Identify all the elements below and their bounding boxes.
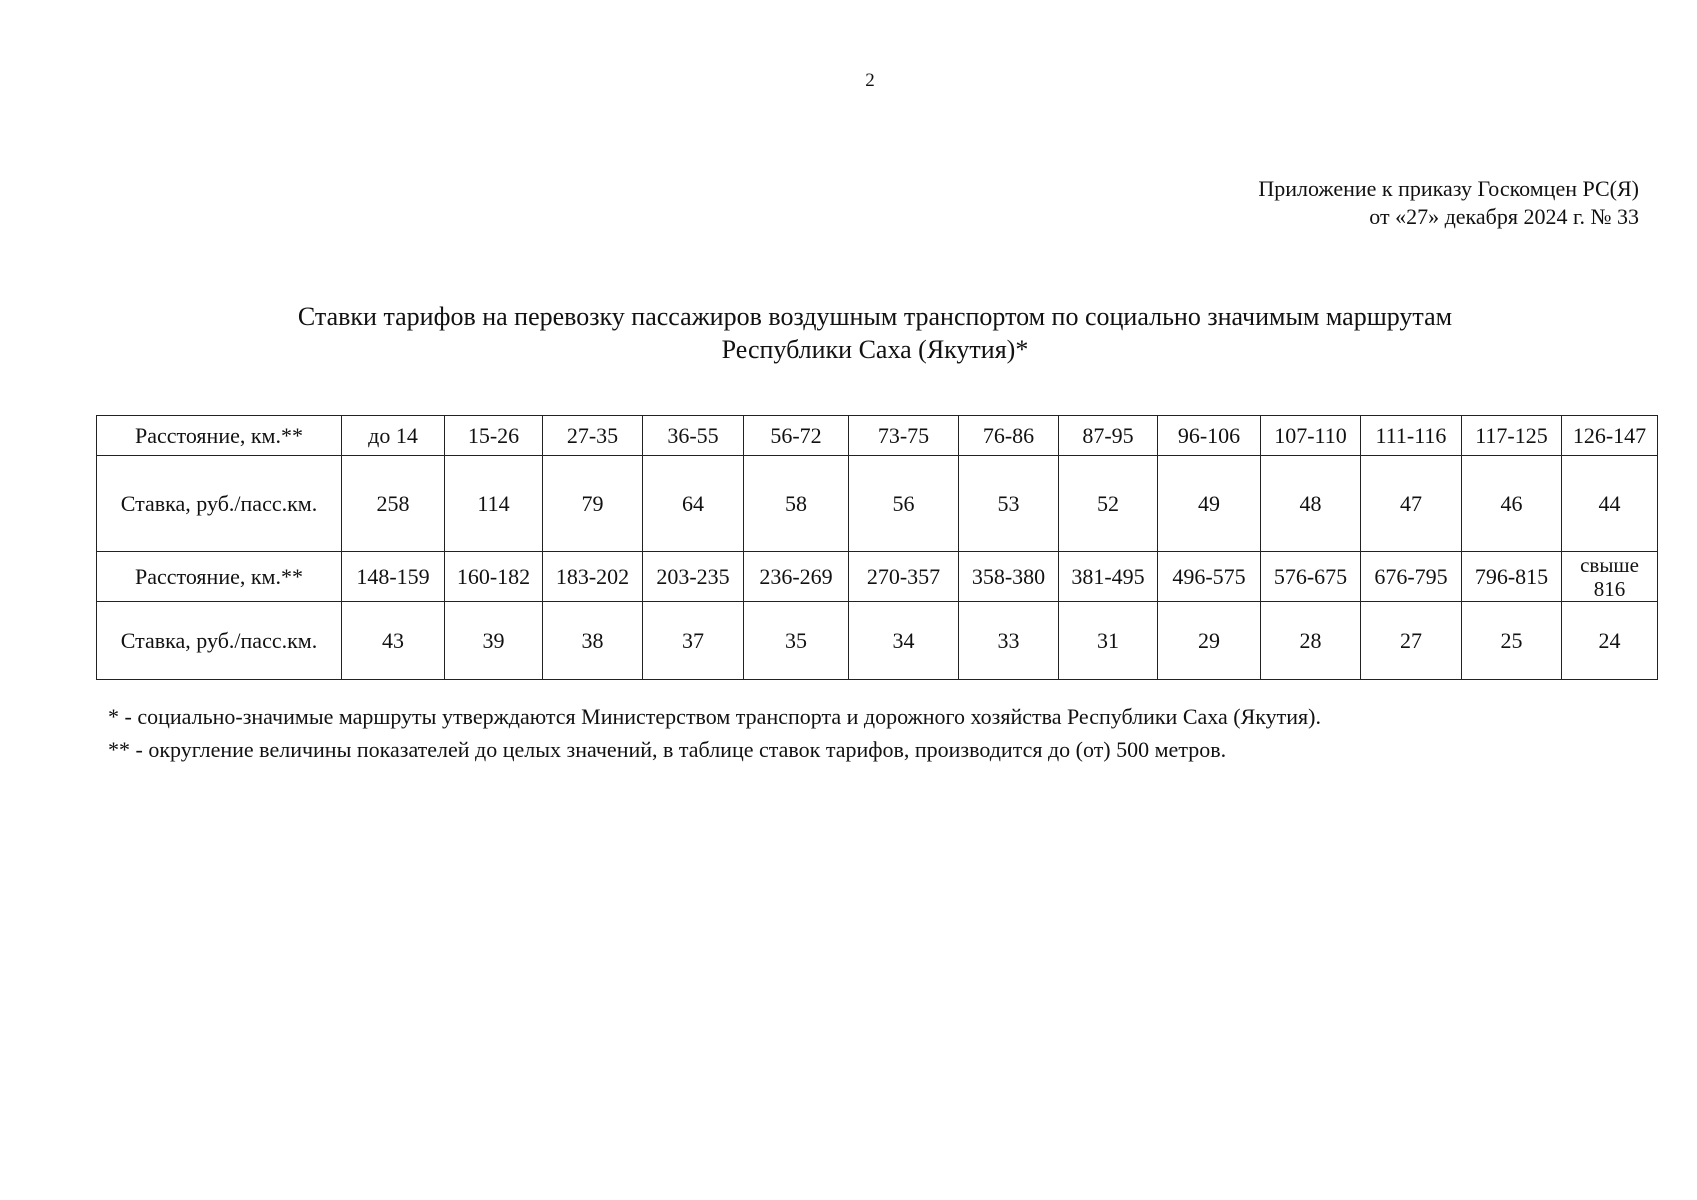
distance-cell: 796-815: [1462, 552, 1562, 602]
rate-cell: 47: [1361, 456, 1462, 552]
distance-cell: 117-125: [1462, 416, 1562, 456]
distance-cell: 36-55: [643, 416, 744, 456]
distance-over-word: свыше: [1580, 552, 1639, 577]
table-row-distance-1: [97, 416, 1658, 456]
rate-cell: 35: [744, 602, 849, 680]
rate-cell: 44: [1562, 456, 1658, 552]
rate-cell: 49: [1158, 456, 1261, 552]
distance-cell: 73-75: [849, 416, 959, 456]
distance-cell: 27-35: [543, 416, 643, 456]
footnote-rounding: ** - округление величины показателей до целых значений, в таблице ставок тарифов, производится до (от) 500 метров.: [108, 737, 1227, 762]
distance-label-cell: Расстояние, км.**: [97, 416, 342, 456]
rate-cell: 46: [1462, 456, 1562, 552]
distance-cell: 148-159: [342, 552, 445, 602]
distance-cell: 15-26: [445, 416, 543, 456]
rate-cell: 258: [342, 456, 445, 552]
rate-cell: 38: [543, 602, 643, 680]
distance-over-value: 816: [1593, 576, 1626, 601]
appendix-reference: [1258, 175, 1639, 231]
distance-cell: 676-795: [1361, 552, 1462, 602]
distance-cell: 236-269: [744, 552, 849, 602]
rate-cell: 25: [1462, 602, 1562, 680]
footnotes: [108, 700, 1321, 766]
appendix-line-2: от «27» декабря 2024 г. № 33: [1369, 204, 1639, 229]
appendix-line-1: Приложение к приказу Госкомцен РС(Я): [1258, 176, 1639, 201]
distance-cell: 496-575: [1158, 552, 1261, 602]
distance-cell: 96-106: [1158, 416, 1261, 456]
table-row-distance-2: [97, 552, 1658, 602]
rate-cell: 114: [445, 456, 543, 552]
distance-cell: 87-95: [1059, 416, 1158, 456]
distance-cell: 203-235: [643, 552, 744, 602]
distance-cell: 56-72: [744, 416, 849, 456]
distance-cell: 160-182: [445, 552, 543, 602]
distance-cell: 270-357: [849, 552, 959, 602]
distance-label-cell: Расстояние, км.**: [97, 552, 342, 602]
table-row-rate-1: [97, 456, 1658, 552]
distance-cell: 183-202: [543, 552, 643, 602]
tariff-table: [96, 415, 1658, 680]
rate-cell: 27: [1361, 602, 1462, 680]
distance-cell: 107-110: [1261, 416, 1361, 456]
distance-cell: 381-495: [1059, 552, 1158, 602]
rate-cell: 31: [1059, 602, 1158, 680]
page-number: 2: [865, 70, 875, 91]
rate-cell: 29: [1158, 602, 1261, 680]
rate-cell: 64: [643, 456, 744, 552]
rate-cell: 58: [744, 456, 849, 552]
distance-cell: 576-675: [1261, 552, 1361, 602]
rate-cell: 39: [445, 602, 543, 680]
distance-cell: 126-147: [1562, 416, 1658, 456]
distance-cell: 111-116: [1361, 416, 1462, 456]
table-row-rate-2: [97, 602, 1658, 680]
rate-cell: 37: [643, 602, 744, 680]
title-line-2: Республики Саха (Якутия)*: [721, 335, 1029, 364]
rate-cell: 79: [543, 456, 643, 552]
distance-cell-over-816: [1562, 552, 1658, 602]
distance-cell: 76-86: [959, 416, 1059, 456]
document-title: [0, 300, 1697, 366]
rate-label-cell: Ставка, руб./пасс.км.: [97, 456, 342, 552]
rate-cell: 52: [1059, 456, 1158, 552]
rate-label-cell: Ставка, руб./пасс.км.: [97, 602, 342, 680]
rate-cell: 24: [1562, 602, 1658, 680]
distance-cell: до 14: [342, 416, 445, 456]
rate-cell: 34: [849, 602, 959, 680]
rate-cell: 28: [1261, 602, 1361, 680]
rate-cell: 33: [959, 602, 1059, 680]
rate-cell: 48: [1261, 456, 1361, 552]
footnote-social-routes: * - социально-значимые маршруты утверждаются Министерством транспорта и дорожного хозяйства Республики Саха (Якутия).: [108, 704, 1321, 729]
distance-cell: 358-380: [959, 552, 1059, 602]
rate-cell: 56: [849, 456, 959, 552]
rate-cell: 43: [342, 602, 445, 680]
title-line-1: Ставки тарифов на перевозку пассажиров воздушным транспортом по социально значимым маршрутам: [297, 302, 1453, 331]
rate-cell: 53: [959, 456, 1059, 552]
